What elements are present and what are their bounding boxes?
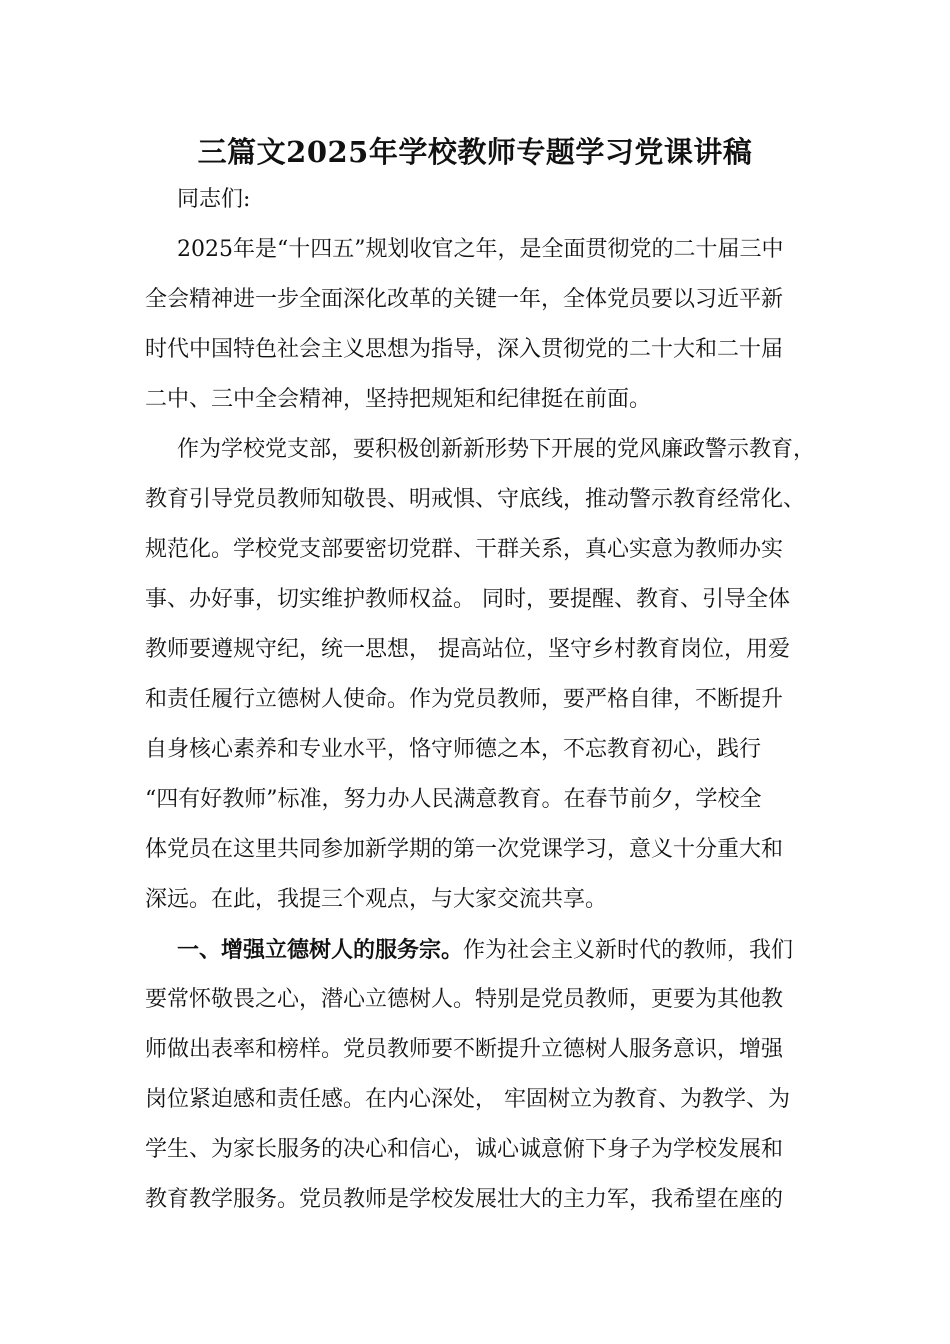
- paragraph-line: 教育引导党员教师知敬畏、明戒惧、守底线，推动警示教育经常化、: [145, 487, 806, 512]
- paragraph-line: 作为学校党支部，要积极创新新形势下开展的党风廉政警示教育，: [177, 437, 816, 462]
- paragraph-line: 岗位紧迫感和责任感。在内心深处， 牢固树立为教育、为教学、为: [145, 1087, 790, 1112]
- paragraph-line: 学生、为家长服务的决心和信心，诚心诚意俯下身子为学校发展和: [145, 1137, 784, 1162]
- paragraph-line: 规范化。学校党支部要密切党群、干群关系，真心实意为教师办实: [145, 537, 784, 562]
- paragraph-line: 自身核心素养和专业水平，恪守师德之本，不忘教育初心，践行: [145, 737, 762, 762]
- paragraph-line: 深远。在此，我提三个观点，与大家交流共享。: [145, 887, 608, 912]
- section-heading: 一、增强立德树人的服务宗。: [177, 937, 464, 963]
- paragraph-line: 二中、三中全会精神，坚持把规矩和纪律挺在前面。: [145, 387, 652, 412]
- paragraph-line: 时代中国特色社会主义思想为指导，深入贯彻党的二十大和二十届: [145, 337, 784, 362]
- paragraph-line: 2025年是“十四五”规划收官之年，是全面贯彻党的二十届三中: [177, 237, 784, 262]
- paragraph-line: 教育教学服务。党员教师是学校发展壮大的主力军，我希望在座的: [145, 1187, 784, 1212]
- paragraph-line: 和责任履行立德树人使命。作为党员教师，要严格自律，不断提升: [145, 687, 784, 712]
- paragraph-line: 教师要遵规守纪，统一思想， 提高站位，坚守乡村教育岗位，用爱: [145, 637, 790, 662]
- paragraph-line: 师做出表率和榜样。党员教师要不断提升立德树人服务意识，增强: [145, 1037, 784, 1062]
- paragraph-line: 要常怀敬畏之心，潜心立德树人。特别是党员教师，更要为其他教: [145, 987, 784, 1012]
- section-first-line-text: 作为社会主义新时代的教师，我们: [463, 938, 794, 963]
- paragraph-line: “四有好教师”标准，努力办人民满意教育。在春节前夕，学校全: [145, 787, 762, 812]
- paragraph-line: 事、办好事，切实维护教师权益。 同时，要提醒、教育、引导全体: [145, 587, 790, 612]
- section-first-line: [177, 932, 793, 968]
- paragraph-line: 全会精神进一步全面深化改革的关键一年，全体党员要以习近平新: [145, 287, 784, 312]
- greeting: 同志们:: [177, 187, 251, 212]
- document-title: 三篇文2025年学校教师专题学习党课讲稿: [197, 135, 753, 169]
- paragraph-line: 体党员在这里共同参加新学期的第一次党课学习，意义十分重大和: [145, 837, 784, 862]
